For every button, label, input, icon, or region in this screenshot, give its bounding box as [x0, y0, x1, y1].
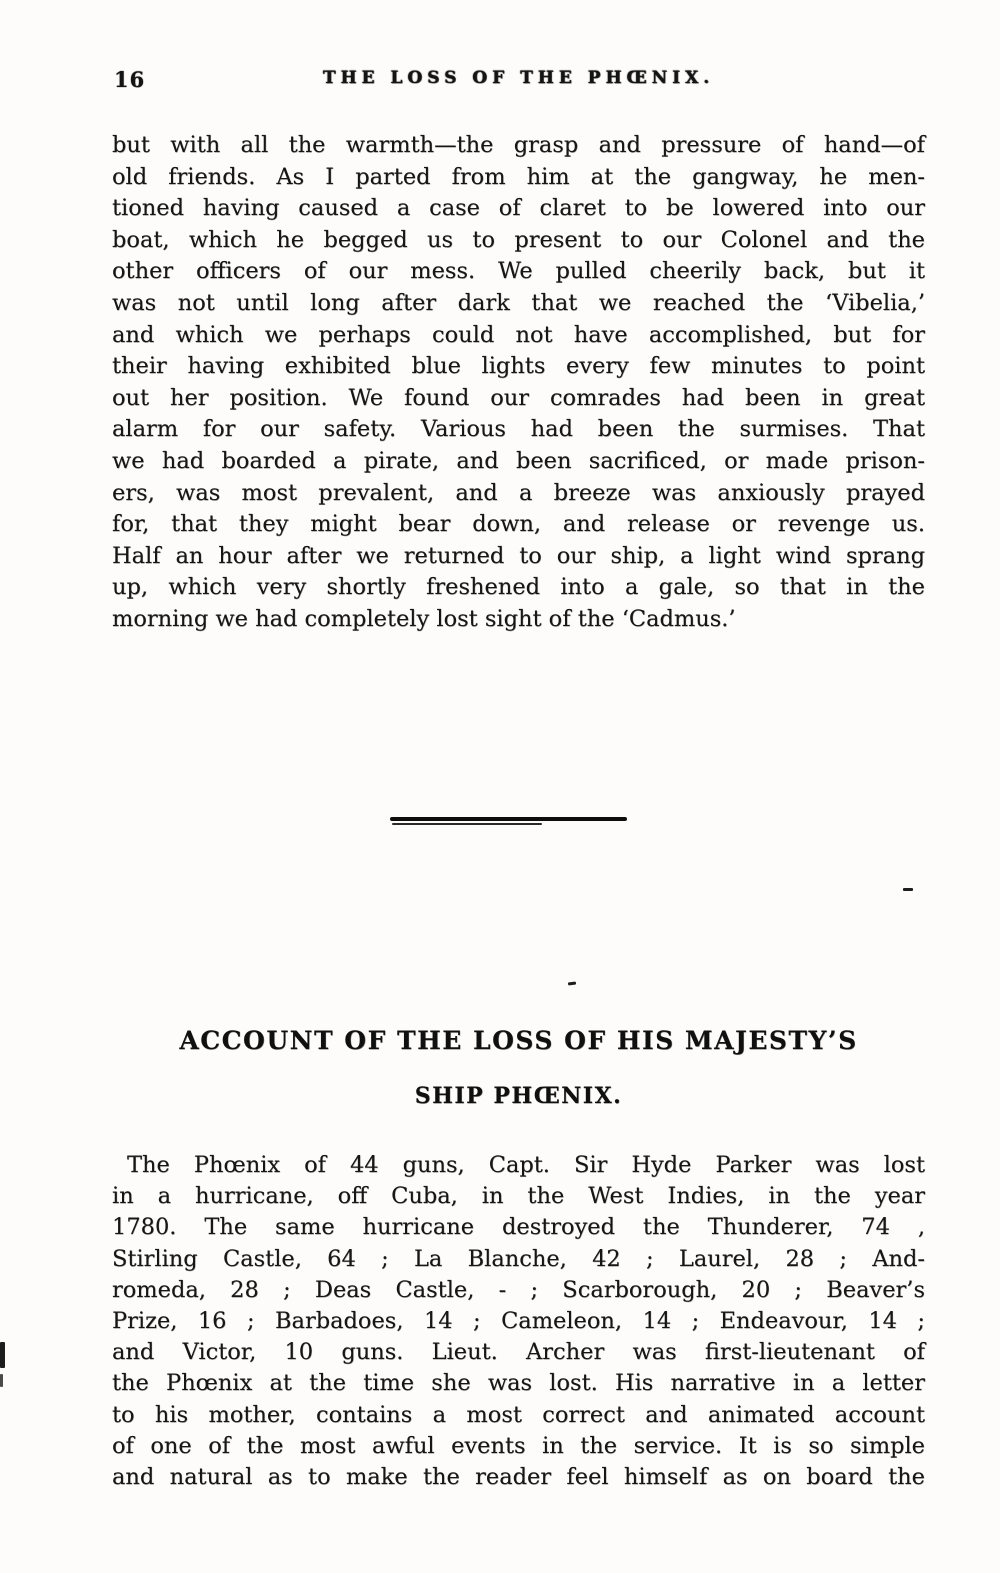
text-line: Prize, 16 ; Barbadoes, 14 ; Cameleon, 14 ; Endeavour, 14 ;: [112, 1308, 925, 1335]
text-line: the Phœnix at the time she was lost. His narrative in a letter: [112, 1370, 925, 1397]
scan-speck: [0, 1342, 5, 1368]
text-line: ers, was most prevalent, and a breeze was anxiously prayed: [112, 479, 925, 506]
section-heading-line-2: SHIP PHŒNIX.: [414, 1083, 623, 1109]
text-line: other officers of our mess. We pulled cheerily back, but it: [112, 258, 925, 285]
text-line: we had boarded a pirate, and been sacrificed, or made prison-: [112, 447, 925, 474]
page-number: 16: [114, 67, 146, 92]
scan-speck: [0, 1374, 3, 1387]
text-line: their having exhibited blue lights every few minutes to point: [112, 353, 925, 380]
section-divider-sub-rule: [392, 823, 542, 825]
page-header: [112, 64, 925, 98]
scan-speck: [568, 981, 576, 985]
text-line: up, which very shortly freshened into a gale, so that in the: [112, 574, 925, 601]
text-line: in a hurricane, off Cuba, in the West Indies, in the year: [112, 1183, 925, 1210]
text-line: out her position. We found our comrades had been in great: [112, 384, 925, 411]
text-line: boat, which he begged us to present to our Colonel and the: [112, 226, 925, 253]
text-line: and Victor, 10 guns. Lieut. Archer was first-lieutenant of: [112, 1339, 925, 1366]
paragraph-1: [112, 130, 925, 636]
text-line: morning we had completely lost sight of the ‘Cadmus.’: [112, 605, 736, 632]
text-line: 1780. The same hurricane destroyed the Thunderer, 74 ,: [112, 1214, 925, 1241]
section-divider: [390, 817, 627, 821]
section-heading: [112, 1026, 925, 1109]
text-line: Half an hour after we returned to our ship, a light wind sprang: [112, 542, 925, 569]
text-line: was not until long after dark that we reached the ‘Vibelia,’: [112, 289, 925, 316]
text-line: Stirling Castle, 64 ; La Blanche, 42 ; Laurel, 28 ; And-: [112, 1245, 925, 1272]
text-line: and natural as to make the reader feel himself as on board the: [112, 1464, 925, 1491]
scan-speck: [903, 888, 913, 891]
text-line: tioned having caused a case of claret to be lowered into our: [112, 195, 925, 222]
text-line: but with all the warmth—the grasp and pressure of hand—of: [112, 132, 925, 158]
text-line: old friends. As I parted from him at the gangway, he men-: [112, 163, 925, 190]
text-line: to his mother, contains a most correct and animated account: [112, 1401, 925, 1428]
text-line: of one of the most awful events in the service. It is so simple: [112, 1432, 925, 1459]
section-heading-line-1: ACCOUNT OF THE LOSS OF HIS MAJESTY’S: [179, 1026, 858, 1055]
text-line: alarm for our safety. Various had been the surmises. That: [112, 416, 925, 443]
text-line: romeda, 28 ; Deas Castle, - ; Scarborough, 20 ; Beaver’s: [112, 1276, 925, 1303]
text-line: for, that they might bear down, and release or revenge us.: [112, 511, 925, 538]
paragraph-2: [112, 1150, 925, 1493]
text-line: and which we perhaps could not have accomplished, but for: [112, 321, 925, 348]
running-title: THE LOSS OF THE PHŒNIX.: [322, 68, 715, 88]
text-line: The Phœnix of 44 guns, Capt. Sir Hyde Parker was lost: [127, 1152, 925, 1178]
